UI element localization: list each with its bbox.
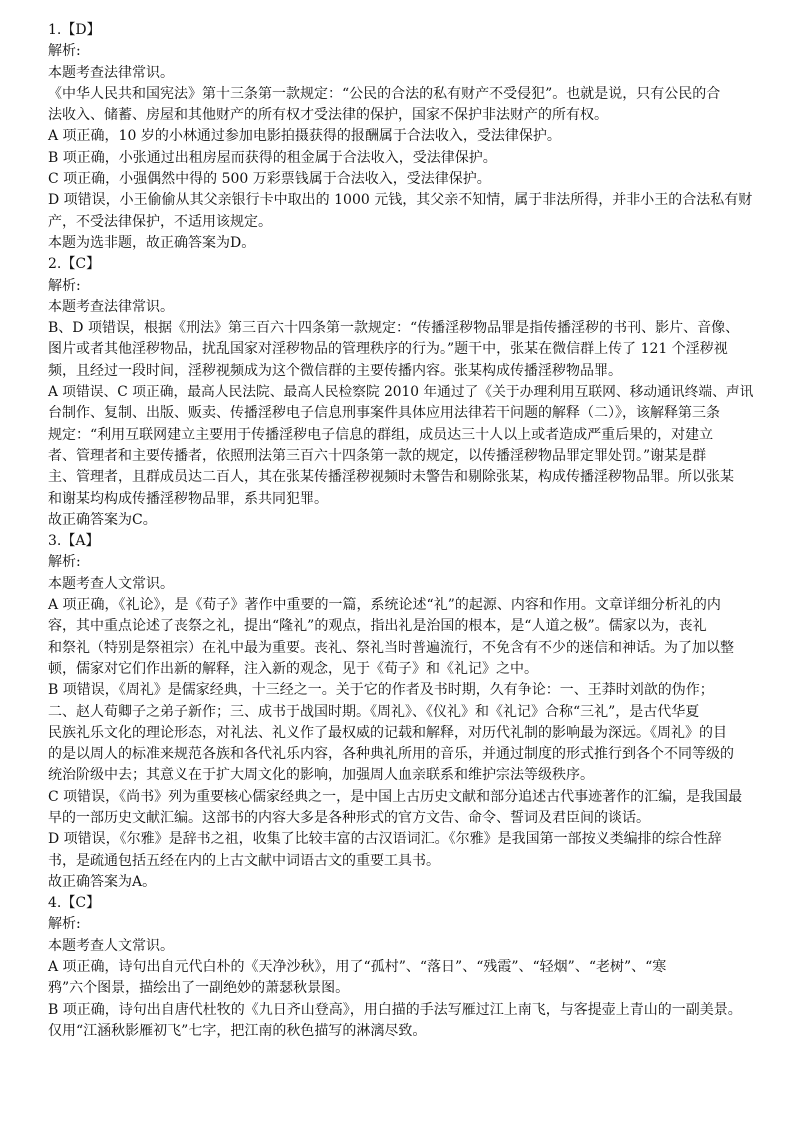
q2-text-line: 规定：“利用互联网建立主要用于传播淫秽电子信息的群组，成员达三十人以上或者造成严重后果的，对建立 [48, 426, 714, 443]
q2-text-line: 主、管理者，且群成员达二百人，其在张某传播淫秽视频时未警告和剔除张某，构成传播淫秽物品罪。所以张某 [48, 469, 734, 486]
q2-text-line: 和谢某均构成传播淫秽物品罪，系共同犯罪。 [48, 490, 328, 507]
q4-text-line: 鸦”六个图景，描绘出了一副绝妙的萧瑟秋景图。 [48, 980, 350, 997]
q1-option-c: C 项正确，小强偶然中得的 500 万彩票钱属于合法收入，受法律保护。 [48, 171, 491, 188]
q1-topic: 本题考查法律常识。 [48, 64, 174, 81]
q1-option-b: B 项正确，小张通过出租房屋而获得的租金属于合法收入，受法律保护。 [48, 149, 497, 166]
q3-text-line: C 项错误，《尚书》列为重要核心儒家经典之一，是中国上古历史文献和部分追述古代事迹著作的汇编，是我国最 [48, 788, 743, 805]
q3-answer: 故正确答案为A。 [48, 873, 157, 890]
q3-heading: 3.【A】 [48, 533, 100, 550]
q2-answer: 故正确答案为C。 [48, 511, 157, 528]
q3-text-line: 民族礼乐文化的理论形态，对礼法、礼义作了最权威的记载和解释，对历代礼制的影响最为深远。《周礼》的目 [48, 724, 727, 741]
q2-topic: 本题考查法律常识。 [48, 298, 174, 315]
q2-text-line: 频，且经过一段时间，淫秽视频成为这个微信群的主要传播内容。张某构成传播淫秽物品罪。 [48, 362, 622, 379]
q3-analysis-label: 解析: [48, 554, 81, 571]
q4-topic: 本题考查人文常识。 [48, 937, 174, 954]
q3-topic: 本题考查人文常识。 [48, 575, 174, 592]
q3-text-line: 统治阶级中去；其意义在于扩大周文化的影响，加强周人血亲联系和维护宗法等级秩序。 [48, 767, 594, 784]
q1-option-d: D 项错误，小王偷偷从其父亲银行卡中取出的 1000 元钱，其父亲不知情，属于非法所得，并非小王的合法私有财 [48, 192, 753, 209]
document-page [48, 20, 760, 1042]
q4-text-line: A 项正确，诗句出自元代白朴的《天净沙秋》，用了“孤村”、“落日”、“残霞”、“轻烟”、“老树”、“寒 [48, 959, 667, 976]
q1-text-line: 法收入、储蓄、房屋和其他财产的所有权才受法律的保护，国家不保护非法财产的所有权。 [48, 107, 608, 124]
q2-text-line: B、D 项错误，根据《刑法》第三百六十四条第一款规定：“传播淫秽物品罪是指传播淫秽的书刊、影片、音像、 [48, 320, 740, 337]
q1-heading: 1.【D】 [48, 22, 101, 38]
q1-text-line: 产，不受法律保护，不适用该规定。 [48, 213, 272, 230]
q3-text-line: 早的一部历史文献汇编。这部书的内容大多是各种形式的官方文告、命令、誓词及君臣间的谈话。 [48, 809, 650, 826]
q3-text-line: 和祭礼（特别是祭祖宗）在礼中最为重要。丧礼、祭礼当时普遍流行，不免含有不少的迷信和神话。为了加以整 [48, 639, 734, 656]
q3-text-line: 容，其中重点论述了丧祭之礼，提出“隆礼”的观点，指出礼是治国的根本，是“人道之极”。儒家以为，丧礼 [48, 618, 707, 635]
q2-text-line: A 项错误、C 项正确，最高人民法院、最高人民检察院 2010 年通过了《关于办理利用互联网、移动通讯终端、声讯 [48, 384, 754, 401]
q1-option-a: A 项正确，10 岁的小林通过参加电影拍摄获得的报酬属于合法收入，受法律保护。 [48, 128, 561, 145]
q1-analysis-label: 解析: [48, 43, 81, 60]
q4-analysis-label: 解析: [48, 916, 81, 933]
q2-analysis-label: 解析: [48, 277, 81, 294]
q1-text-line: 《中华人民共和国宪法》第十三条第一款规定：“公民的合法的私有财产不受侵犯”。也就是说，只有公民的合 [48, 85, 721, 102]
q3-text-line: B 项错误，《周礼》是儒家经典，十三经之一。关于它的作者及书时期，久有争论：一、王莽时刘歆的伪作； [48, 682, 714, 699]
q3-text-line: 的是以周人的标准来规范各族和各代礼乐内容，各种典礼所用的音乐，并通过制度的形式推行到各个不同等级的 [48, 746, 734, 763]
q3-text-line: A 项正确，《礼论》，是《荀子》著作中重要的一篇，系统论述“礼”的起源、内容和作用。文章详细分析礼的内 [48, 597, 721, 614]
q3-text-line: 书，是疏通包括五经在内的上古文献中词语古文的重要工具书。 [48, 852, 440, 869]
q3-text-line: 二、赵人荀卿子之弟子新作；三、成书于战国时期。《周礼》、《仪礼》和《礼记》合称“三礼”，是古代华夏 [48, 703, 700, 720]
q4-text-line: 仅用“江涵秋影雁初飞”七字，把江南的秋色描写的淋漓尽致。 [48, 1022, 427, 1039]
q3-text-line: D 项错误，《尔雅》是辞书之祖，收集了比较丰富的古汉语词汇。《尔雅》是我国第一部按义类编排的综合性辞 [48, 831, 722, 848]
q2-text-line: 图片或者其他淫秽物品，扰乱国家对淫秽物品的管理秩序的行为。”题干中，张某在微信群上传了 121 个淫秽视 [48, 341, 728, 358]
q1-answer: 本题为选非题，故正确答案为D。 [48, 234, 256, 251]
q4-text-line: B 项正确，诗句出自唐代杜牧的《九日齐山登高》，用白描的手法写雁过江上南飞，与客提壶上青山的一副美景。 [48, 1001, 742, 1018]
q3-text-line: 顿，儒家对它们作出新的解释，注入新的观念，见于《荀子》和《礼记》之中。 [48, 660, 538, 677]
q4-heading: 4.【C】 [48, 895, 101, 912]
q2-text-line: 台制作、复制、出版、贩卖、传播淫秽电子信息刑事案件具体应用法律若干问题的解释（二）》，该解释第三条 [48, 405, 720, 422]
q2-heading: 2.【C】 [48, 256, 101, 273]
q2-text-line: 者、管理者和主要传播者，依照刑法第三百六十四条第一款的规定，以传播淫秽物品罪定罪处罚。”谢某是群 [48, 447, 707, 464]
